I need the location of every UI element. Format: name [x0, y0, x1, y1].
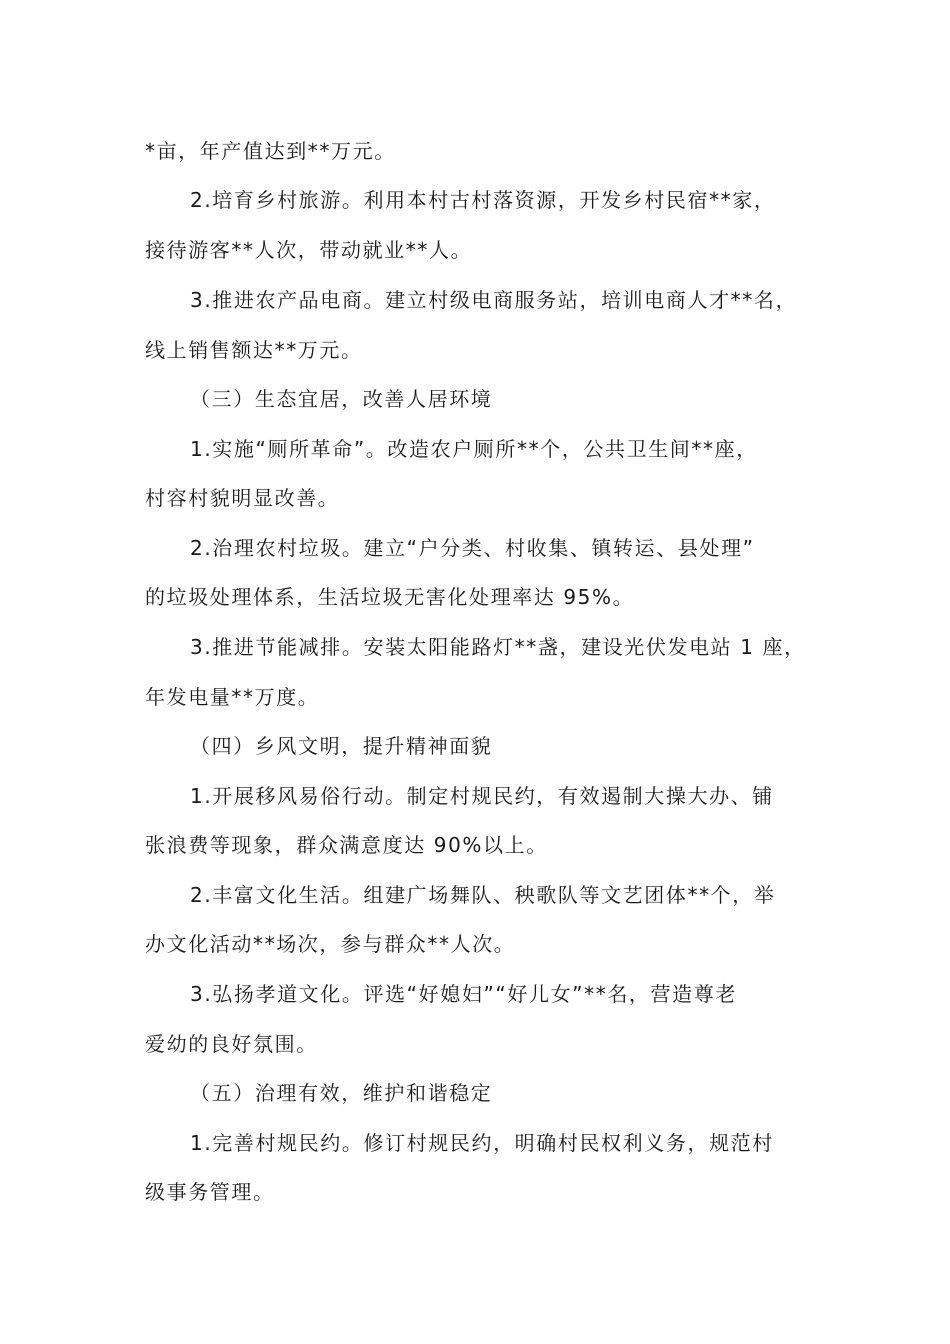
text-line: 接待游客**人次，带动就业**人。 — [145, 238, 473, 262]
text-line: 1.实施“厕所革命”。改造农户厕所**个，公共卫生间**座， — [190, 437, 758, 461]
text-line: 爱幼的良好氛围。 — [145, 1032, 318, 1056]
text-line: 办文化活动**场次，参与群众**人次。 — [145, 932, 516, 956]
text-line: 2.培育乡村旅游。利用本村古村落资源，开发乡村民宿**家， — [190, 188, 776, 212]
section-heading: （五）治理有效，维护和谐稳定 — [190, 1081, 493, 1105]
text-line: 的垃圾处理体系，生活垃圾无害化处理率达 95%。 — [145, 585, 635, 609]
text-line: 1.完善村规民约。修订村规民约，明确村民权利义务，规范村 — [190, 1131, 774, 1155]
text-line: 2.丰富文化生活。组建广场舞队、秧歌队等文艺团体**个，举 — [190, 883, 776, 907]
text-line: 1.开展移风易俗行动。制定村规民约，有效遏制大操大办、铺 — [190, 784, 774, 808]
text-line: *亩，年产值达到**万元。 — [145, 139, 396, 163]
text-line: 2.治理农村垃圾。建立“户分类、村收集、镇转运、县处理” — [190, 536, 755, 560]
text-line: 3.推进农产品电商。建立村级电商服务站，培训电商人才**名， — [190, 288, 798, 312]
text-line: 村容村貌明显改善。 — [145, 486, 340, 510]
text-line: 年发电量**万度。 — [145, 685, 320, 709]
section-heading: （四）乡风文明，提升精神面貌 — [190, 734, 493, 758]
text-line: 线上销售额达**万元。 — [145, 338, 363, 362]
text-line: 3.推进节能减排。安装太阳能路灯**盏，建设光伏发电站 1 座， — [190, 635, 806, 659]
text-line: 3.弘扬孝道文化。评选“好媳妇”“好儿女”**名，营造尊老 — [190, 982, 737, 1006]
section-heading: （三）生态宜居，改善人居环境 — [190, 387, 493, 411]
text-line: 级事务管理。 — [145, 1180, 275, 1204]
text-line: 张浪费等现象，群众满意度达 90%以上。 — [145, 833, 548, 857]
